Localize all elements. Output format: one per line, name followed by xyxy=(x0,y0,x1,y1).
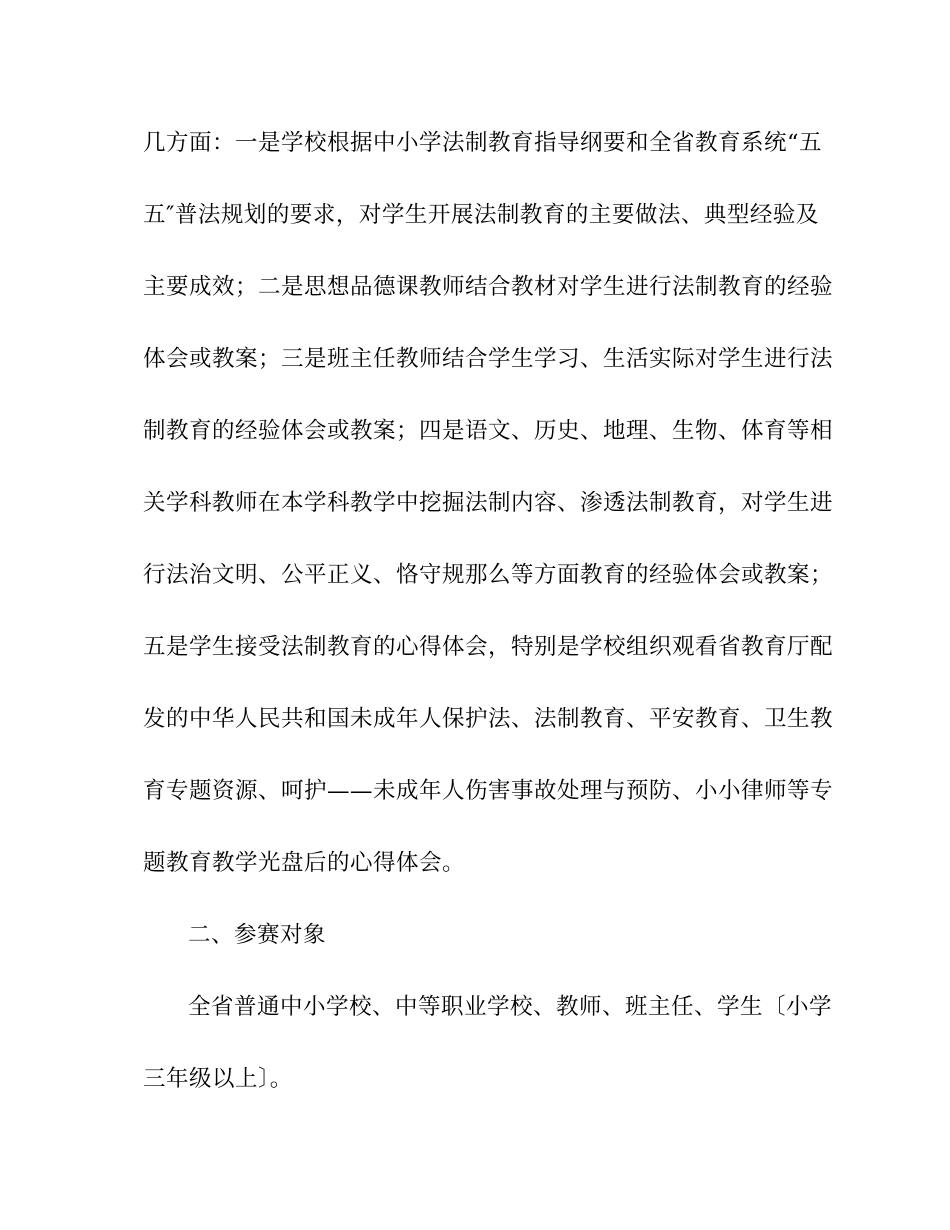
paragraph-line: 关学科教师在本学科教学中挖掘法制内容、渗透法制教育，对学生进 xyxy=(143,490,834,516)
paragraph-line: 制教育的经验体会或教案；四是语文、历史、地理、生物、体育等相 xyxy=(143,418,834,444)
paragraph-line: 育专题资源、呵护——未成年人伤害事故处理与预防、小小律师等专 xyxy=(143,778,834,804)
paragraph-line: 主要成效；二是思想品德课教师结合教材对学生进行法制教育的经验 xyxy=(143,274,834,300)
paragraph-line: 几方面：一是学校根据中小学法制教育指导纲要和全省教育系统“五 xyxy=(143,130,823,156)
section-heading: 二、参赛对象 xyxy=(188,922,327,948)
paragraph-line: 发的中华人民共和国未成年人保护法、法制教育、平安教育、卫生教 xyxy=(143,706,834,732)
paragraph-line: 体会或教案；三是班主任教师结合学生学习、生活实际对学生进行法 xyxy=(143,346,834,372)
paragraph-line: 五″普法规划的要求，对学生开展法制教育的主要做法、典型经验及 xyxy=(143,202,819,228)
paragraph-line: 三年级以上〕。 xyxy=(143,1066,293,1092)
paragraph-line: 全省普通中小学校、中等职业学校、教师、班主任、学生〔小学 xyxy=(188,994,833,1020)
paragraph-line: 五是学生接受法制教育的心得体会，特别是学校组织观看省教育厅配 xyxy=(143,634,834,660)
paragraph-line: 题教育教学光盘后的心得体会。 xyxy=(143,850,466,876)
paragraph-line: 行法治文明、公平正义、恪守规那么等方面教育的经验体会或教案； xyxy=(143,562,834,588)
paragraph-scope xyxy=(143,107,834,1115)
